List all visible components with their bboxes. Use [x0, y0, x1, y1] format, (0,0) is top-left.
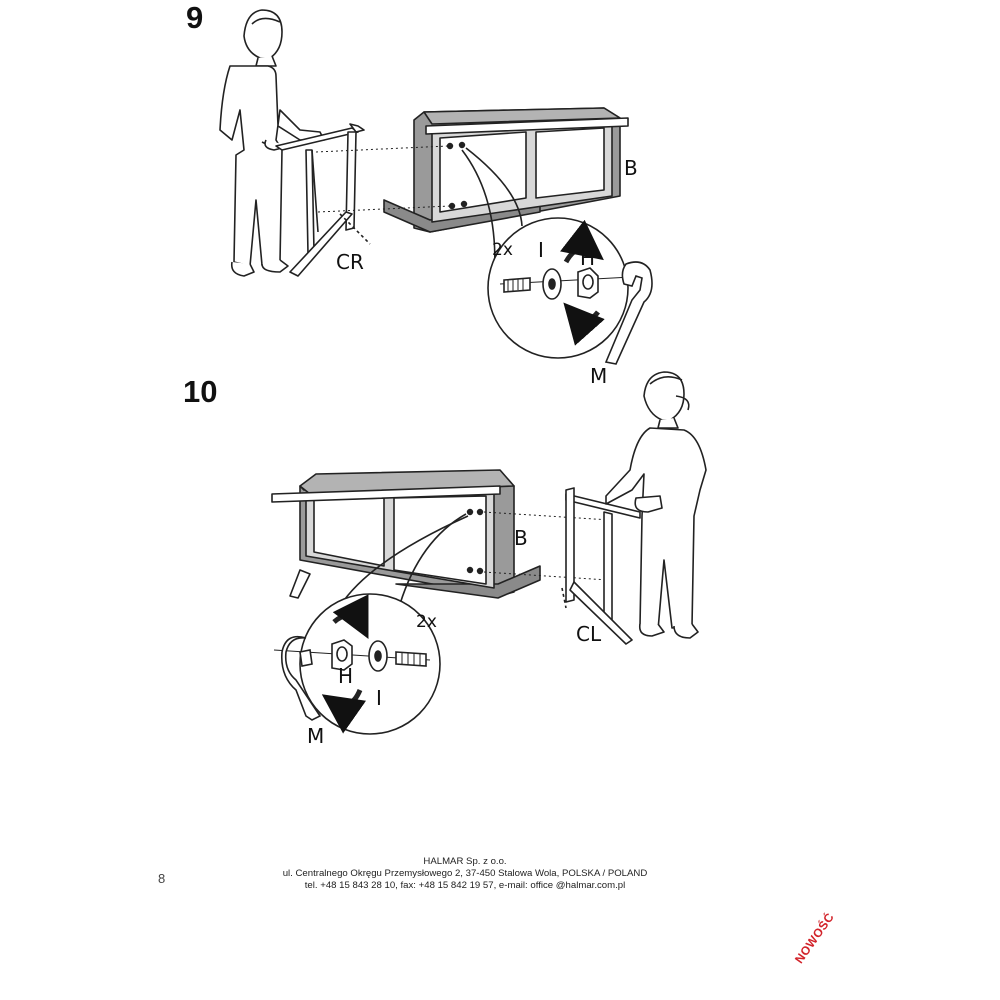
step-number-10: 10 [183, 374, 218, 409]
sofa-body-b [384, 108, 628, 232]
part-label-i: I [538, 238, 544, 262]
company-address: ul. Centralnego Okręgu Przemysłowego 2, 37-450 Stalowa Wola, POLSKA / POLAND [282, 868, 648, 879]
part-label-b: B [624, 156, 638, 180]
part-label-cl: CL [576, 622, 602, 646]
company-name: HALMAR Sp. z o.o. [423, 856, 507, 867]
part-label-b-step-10: B [514, 526, 528, 550]
leg-frame-cl [562, 488, 640, 644]
quantity-label-2x-step-10: 2x [416, 612, 437, 632]
step-9-illustration [220, 10, 652, 364]
quantity-label-2x: 2x [492, 240, 513, 260]
step-number-9: 9 [186, 0, 204, 35]
company-contact: tel. +48 15 843 28 10, fax: +48 15 842 19 57, e-mail: office @halmar.com.pl [304, 880, 626, 891]
part-label-h: H [580, 246, 596, 270]
part-label-m-step-10: M [307, 724, 325, 748]
part-label-i-step-10: I [376, 686, 382, 710]
company-footer [200, 856, 730, 892]
person-figure-step-10 [606, 372, 706, 638]
part-label-cr: CR [336, 250, 364, 274]
page-number: 8 [158, 871, 166, 886]
part-label-h-step-10: H [338, 664, 354, 688]
new-product-stamp: NOWOŚĆ [792, 910, 837, 967]
part-label-m: M [590, 364, 608, 388]
sofa-body-b-step-10 [272, 470, 540, 598]
